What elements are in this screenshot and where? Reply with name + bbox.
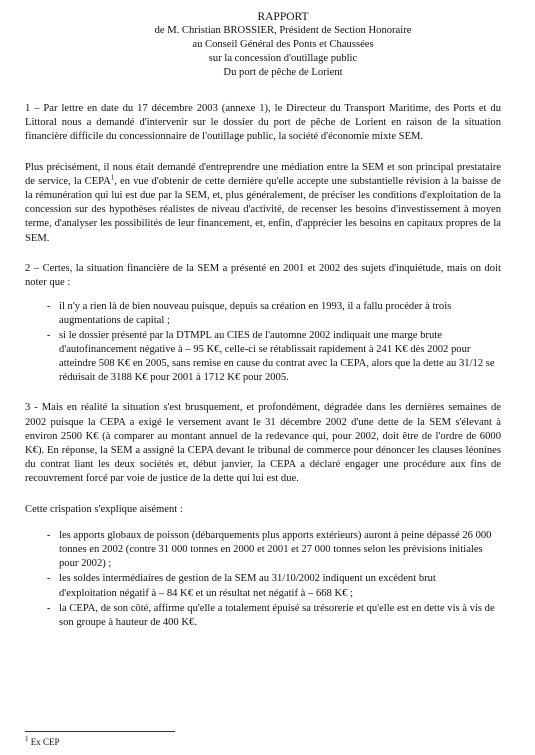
port-line: Du port de pêche de Lorient xyxy=(223,67,343,78)
footnote-divider xyxy=(25,731,175,732)
list-item: - la CEPA, de son côté, affirme qu'elle a totalement épuisé sa trésorerie et qu'elle est en dette vis à vis de son groupe à hauteur de 400 K€. xyxy=(47,602,495,630)
paragraph-2-text-a: Plus précisément, il nous était demandé d'entreprendre une médiation entre la SEM et son principal prestataire de service, la CEPA xyxy=(25,161,501,187)
list-item: - les soldes intermédiaires de gestion de la SEM au 31/10/2002 indiquent un excédent brut d'exploitation négatif à – 84 K€ et un résultat net négatif à – 668 K€ ; xyxy=(47,572,495,600)
paragraph-3: 2 – Certes, la situation financière de la SEM a présenté en 2001 et 2002 des sujets d'inquiétude, mais on doit noter que : xyxy=(25,262,501,289)
paragraph-4: 3 - Mais en réalité la situation s'est brusquement, et profondément, dégradée dans les dernières semaines de 2002 puisque la CEPA a exigé le versement avant le 31 décembre 2002 d'une dette de la SEM s'élevant à environ 2500 K€ (à comparer au montant annuel de la redevance qui, pour 2002, doit être de l'ordre de 6000 K€). En réponse, la SEM a assigné la CEPA devant le tribunal de commerce pour dénoncer les clauses léonines du contrat liant les deux sociétés et, début janvier, la CEPA a déclaré engager une procédure aux fins de recouvrement forcé par voie de justice de la dette qui lui est due. xyxy=(25,402,501,485)
list-explanations xyxy=(25,529,501,630)
footnote-reference: 1 xyxy=(110,173,115,182)
list-item: - il n'y a rien là de bien nouveau puisque, depuis sa création en 1993, il a fallu procéder à trois augmentations de capital ; xyxy=(47,300,495,328)
footnote xyxy=(25,737,60,748)
list-item: - les apports globaux de poisson (débarquements plus apports extérieurs) auront à peine dépassé 26 000 tonnes en 2002 (contre 31 000 tonnes en 2000 et 2001 et 27 000 tonnes selon les prévisions initiales pour 2002) ; xyxy=(47,529,495,572)
list-item: - si le dossier présenté par la DTMPL au CIES de l'automne 2002 indiquait une marge brute d'autofinancement négative à – 95 K€, celle-ci se rétablissait rapidement à 241 K€ dès 2002 pour atteindre 508 K€ en 2005, sans remise en cause du contrat avec la CEPA, alors que la dette au 31/12 se réduisait de 3188 K€ pour 2001 à 1712 K€ pour 2005. xyxy=(47,329,495,386)
footnote-marker: 1 xyxy=(25,735,29,743)
report-title: RAPPORT xyxy=(257,11,309,23)
author-line: de M. Christian BROSSIER, Président de Section Honoraire xyxy=(154,25,412,36)
report-header xyxy=(65,10,501,80)
list-notes xyxy=(25,300,501,385)
footnote-text: Ex CEP xyxy=(30,737,60,747)
paragraph-1: 1 – Par lettre en date du 17 décembre 2003 (annexe 1), le Directeur du Transport Maritime, des Ports et du Littoral nous a demandé d'intervenir sur le dossier du port de pêche de Lorient en raison de la situation financière difficile du concessionnaire de l'outillage public, la société d'économie mixte SEM. xyxy=(25,103,501,143)
paragraph-2 xyxy=(25,161,501,246)
paragraph-5: Cette crispation s'explique aisément : xyxy=(25,503,183,515)
council-line: au Conseil Général des Ponts et Chaussées xyxy=(192,39,374,50)
subject-line: sur la concession d'outillage public xyxy=(208,53,358,64)
paragraph-2-text-b: , en vue d'obtenir de cette dernière qu'elle accepte une substantielle révision à la baisse de la rémunération qui lui est due par la SEM, et, plus généralement, de préciser les conditions d'exploitation de la concession sur des hypothèses réalistes de niveau d'activité, de recenser les besoins d'investissement à moyen terme, d'analyser les possibilités de leur financement, et, enfin, d'apprécier les besoins en capitaux propres de la SEM. xyxy=(25,175,501,244)
